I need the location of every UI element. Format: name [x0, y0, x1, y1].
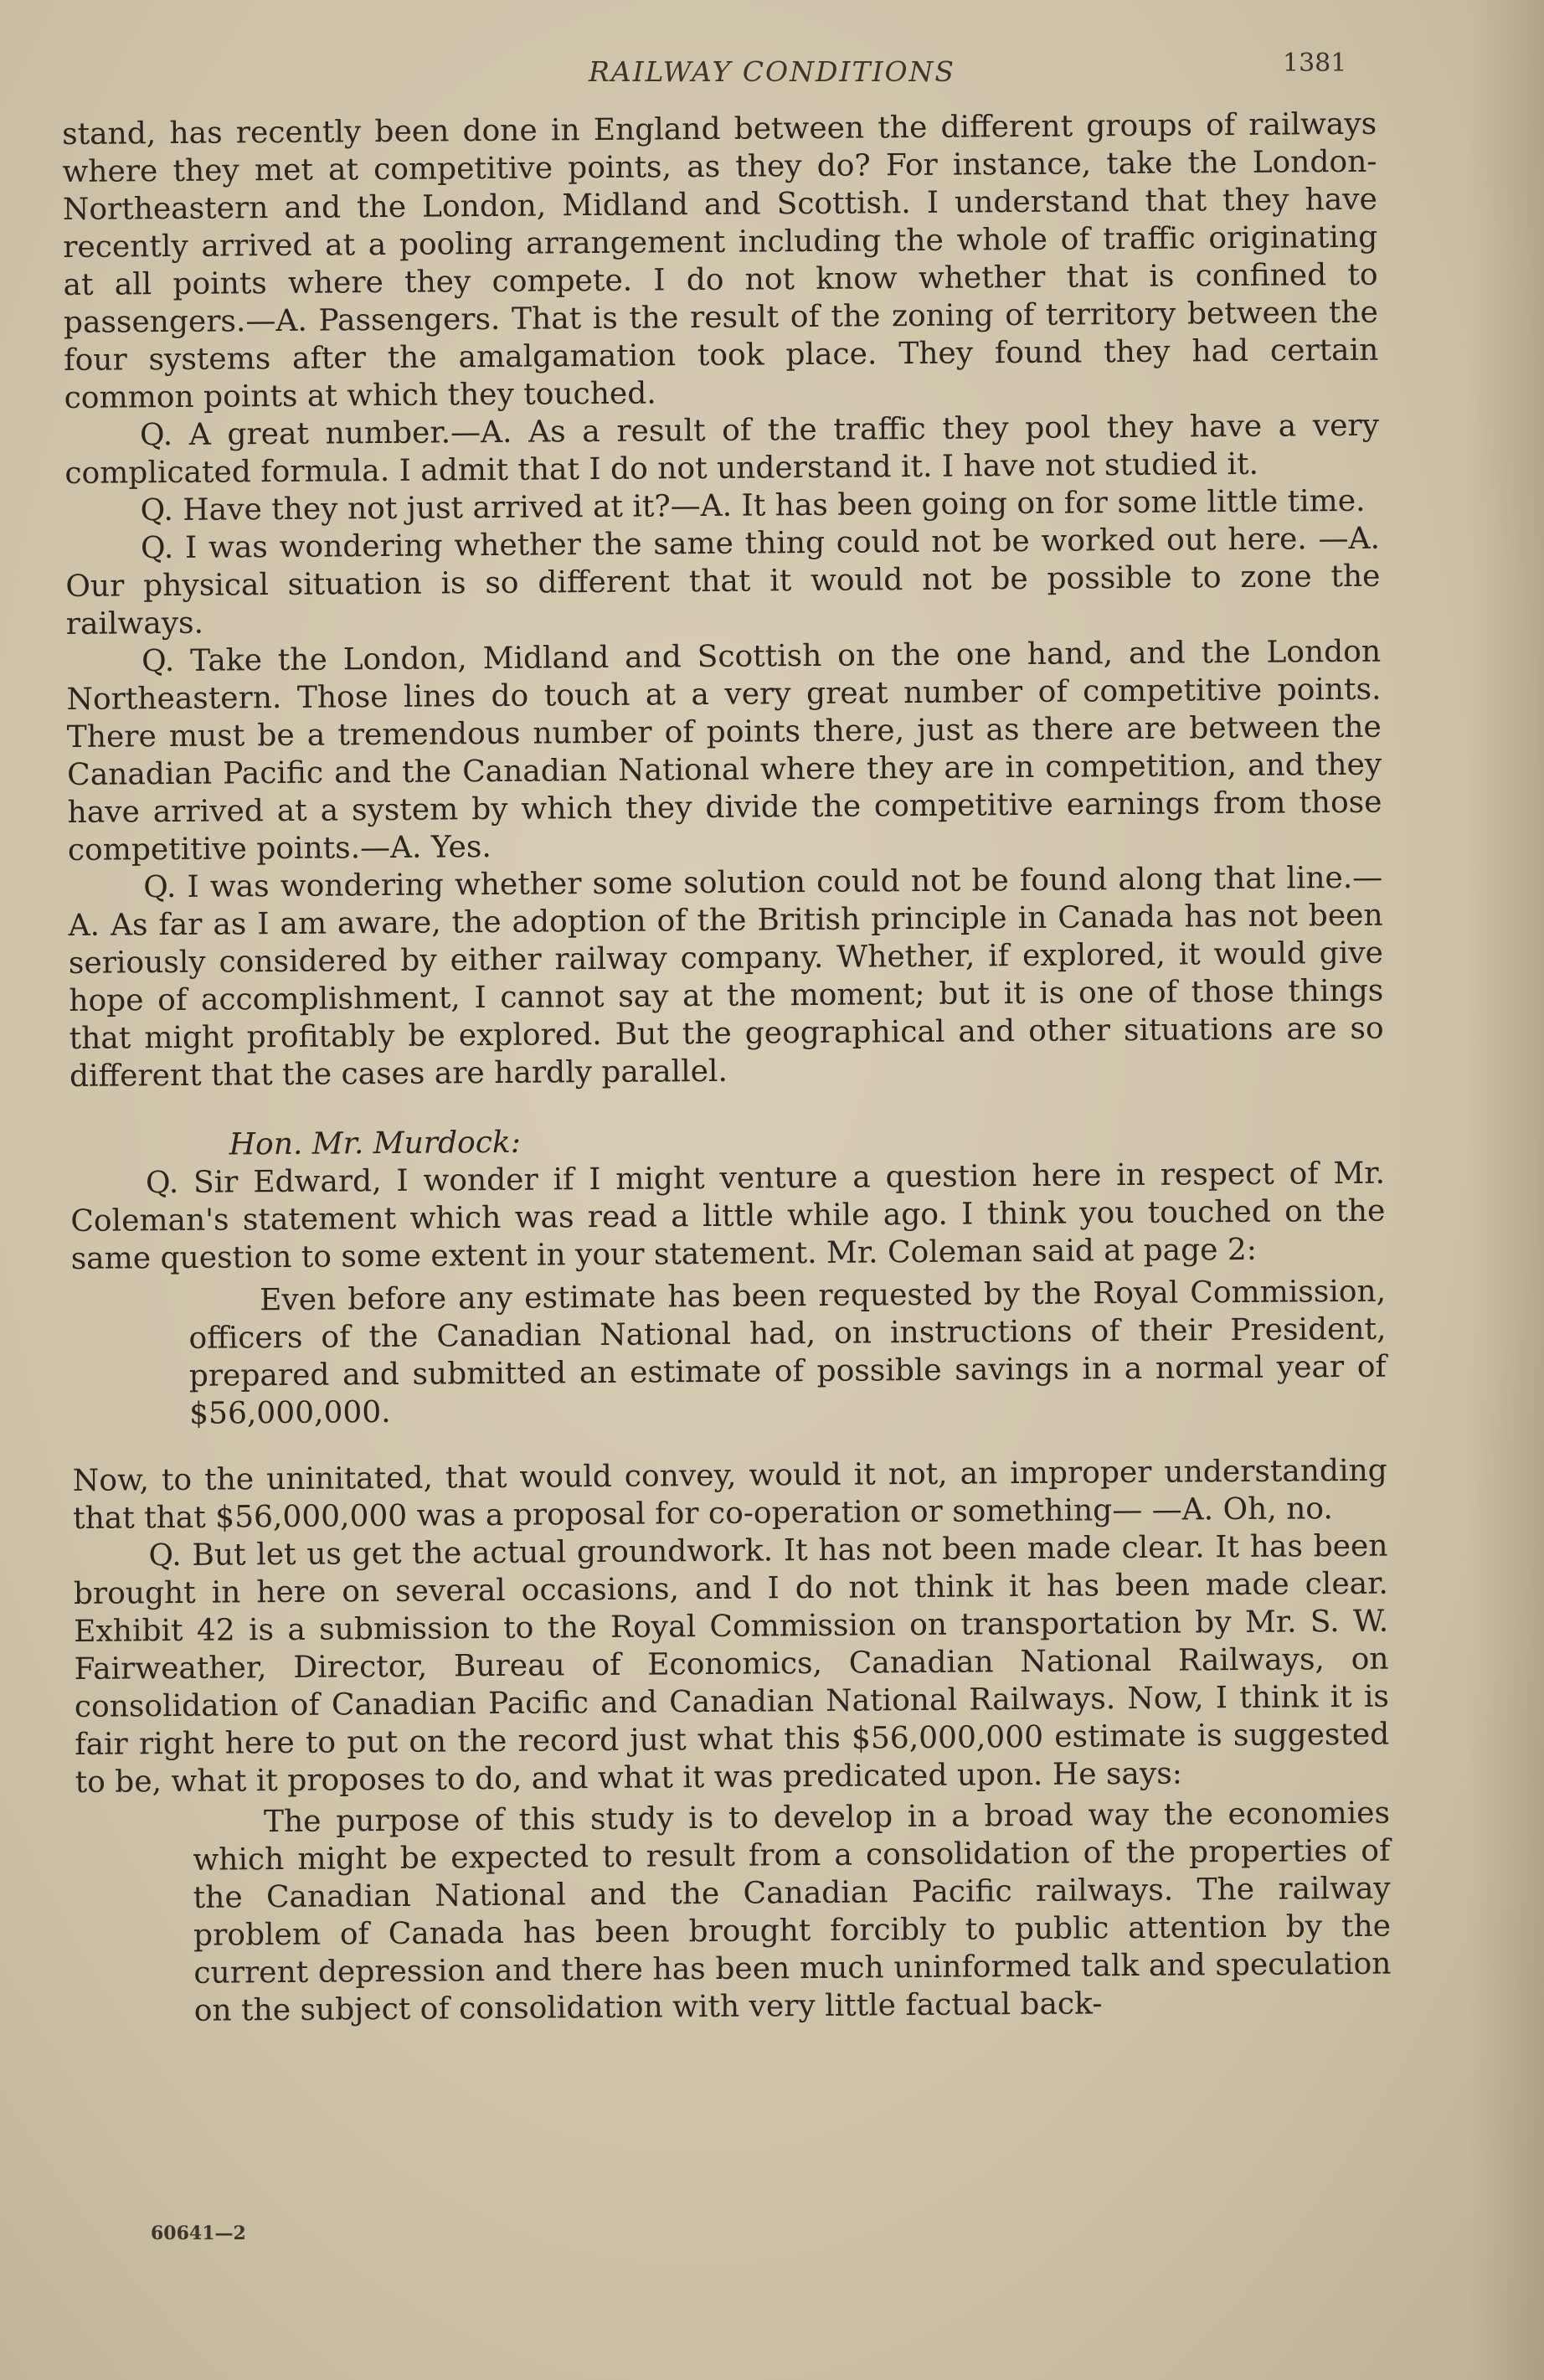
print-signature: 60641—2 [151, 2223, 246, 2244]
running-head: RAILWAY CONDITIONS [588, 55, 956, 88]
speaker-heading: Hon. Mr. Murdock: [229, 1125, 522, 1162]
paragraph-question: Q. I was wondering whether some solution could not be found along that line.—A. As far as I am aware, the adoption of the British principle in Canada has not been seriously considered by either railway company. Whether, if explored, it would give hope of accomplishment, I cannot say at the moment; but it is one of those things that might profitably be explored. But the geographical and other situations are so different that the cases are hardly parallel. [68, 860, 1384, 1094]
page-number: 1381 [1283, 49, 1347, 78]
paragraph-question: Q. But let us get the actual groundwork. It has not been made clear. It has been brought in here on several occasions, and I do not think it has been made clear. Exhibit 42 is a submission to the Royal Commission on transportation by Mr. S. W. Fairweather, Director, Bureau of Economics, Canadian National Railways, on consolidation of Canadian Pacific and Canadian National Railways. Now, I think it is fair right here to put on the record just what this $56,000,000 estimate is suggested to be, what it proposes to do, and what it was predicated upon. He says: [73, 1528, 1390, 1800]
paragraph-question: Q. Have they not just arrived at it?—A. It has been going on for some little time. [140, 483, 1366, 528]
paragraph-continuation: Now, to the uninitated, that would convey, would it not, an improper understanding that that $56,000,000 was a proposal for co-operation or something— —A. Oh, no. [72, 1453, 1387, 1536]
quote-text: Even before any estimate has been requested by the Royal Commission, officers of the Canadian National had, on instructions of their President, prepared and submitted an estimate of possible savings in a normal year of $56,000,000. [188, 1274, 1387, 1431]
block-quote [75, 1795, 1392, 2031]
block-quote [71, 1273, 1387, 1434]
quote-text: The purpose of this study is to develop in a broad way the economies which might be expected to result from a consolidation of the properties of the Canadian National and the Canadian Pacific railways. The railway problem of Canada has been brought forcibly to public attention by the current depression and there has been much uninformed talk and speculation on the subject of consolidation with very little factual back- [193, 1795, 1392, 2028]
paragraph-question: Q. A great number.—A. As a result of the traffic they pool they have a very complicated formula. I admit that I do not understand it. I have not studied it. [64, 408, 1380, 491]
paragraph-question: Q. Take the London, Midland and Scottish on the one hand, and the London Northeastern. Those lines do touch at a very great number of competitive points. There must be a tremendous number of points there, just as there are between the Canadian Pacific and the Canadian National where they are in competition, and they have arrived at a system by which they divide the competitive earnings from those competitive points.—A. Yes. [66, 634, 1382, 868]
paragraph-question: Q. Sir Edward, I wonder if I might venture a question here in respect of Mr. Coleman's statement which was read a little while ago. I think you touched on the same question to some extent in your statement. Mr. Coleman said at page 2: [70, 1156, 1386, 1276]
paragraph-question: Q. I was wondering whether the same thing could not be worked out here. —A. Our physical situation is so different that it would not be possible to zone the railways. [65, 521, 1381, 641]
body-text [62, 106, 1392, 2031]
paragraph-continuation: stand, has recently been done in England between the different groups of railways where they met at competitive points, as they do? For instance, take the London-Northeastern and the London, Midland and Scottish. I understand that they have recently arrived at a pooling arrangement including the whole of traffic originating at all points where they compete. I do not know whether that is confined to passengers.—A. Passengers. That is the result of the zoning of territory between the four systems after the amalgamation took place. They found they had certain common points at which they touched. [62, 106, 1379, 415]
